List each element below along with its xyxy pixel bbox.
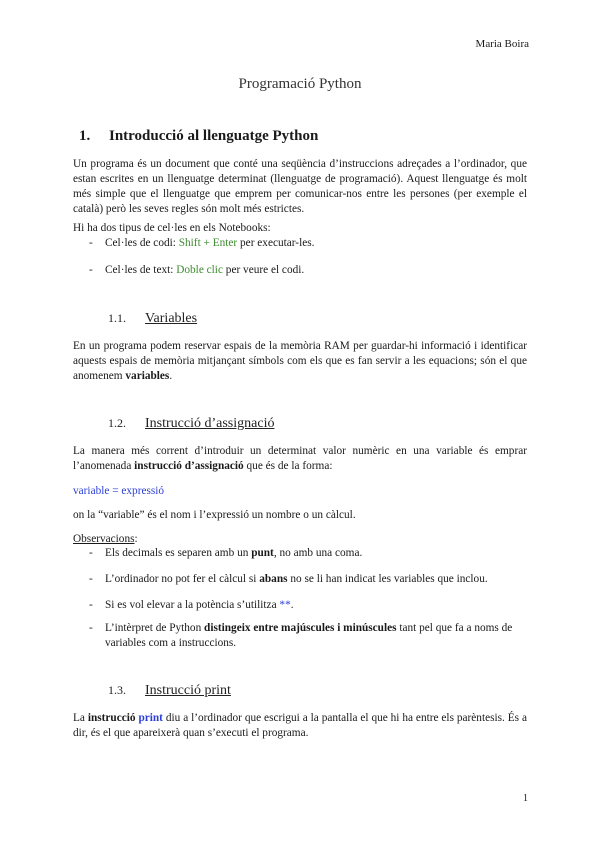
list-dash: -: [89, 547, 93, 559]
assignment-term: instrucció d’assignació: [134, 460, 244, 472]
power-operator: **: [279, 599, 291, 611]
shortcut-highlight: Shift + Enter: [178, 237, 238, 249]
section-1-paragraph: Un programa és un document que conté una seqüència d’instruccions adreçades a l’ordinador, que estan escrites en un llenguatge determinat (llenguatge de programació). Aquest llenguatge és molt més simple que el llenguatge que emprem per comunicar-nos entre les persones (per exemple el català) però les seves regles són molt més estrictes.: [73, 158, 527, 215]
list-item-text-cells: - Cel·les de text: Doble clic per veure el codi.: [89, 264, 305, 276]
assignment-explanation: on la “variable” és el nom i l’expressió un nombre o un càlcul.: [73, 509, 356, 521]
section-1-3-title: Instrucció print: [145, 683, 231, 698]
assignment-code-example: variable = expressió: [73, 485, 165, 497]
observation-item: - L’ordinador no pot fer el càlcul si abans no se li han indicat les variables que inclou.: [89, 573, 488, 585]
section-1-1-number: 1.1.: [108, 311, 126, 325]
section-1-heading: [79, 128, 318, 145]
section-1-2-title: Instrucció d’assignació: [145, 416, 275, 431]
observation-item: - Si es vol elevar a la potència s’utilitza **.: [89, 599, 294, 611]
section-1-1-title: Variables: [145, 311, 198, 326]
section-1-number: 1.: [79, 128, 91, 144]
section-1-3-heading: [108, 683, 231, 699]
cells-intro: Hi ha dos tipus de cel·les en els Notebooks:: [73, 222, 271, 234]
observation-item: - Els decimals es separen amb un punt, no amb una coma.: [89, 547, 363, 559]
observation-item: - L’intèrpret de Python distingeix entre majúscules i minúscules tant pel que fa a noms de variables com a instruccions.: [89, 622, 513, 649]
list-dash: -: [89, 599, 93, 611]
list-dash: -: [89, 264, 93, 276]
print-keyword: print: [138, 712, 163, 724]
section-1-2-paragraph: La manera més corrent d’introduir un determinat valor numèric en una variable és emprar l’anomenada instrucció d’assignació que és de la forma:: [73, 445, 527, 472]
list-dash: -: [89, 622, 93, 634]
list-dash: -: [89, 237, 93, 249]
shortcut-highlight: Doble clic: [176, 264, 223, 276]
section-1-3-number: 1.3.: [108, 683, 126, 697]
document-title: Programació Python: [238, 76, 362, 92]
section-1-1-paragraph: En un programa podem reservar espais de la memòria RAM per guardar-hi informació i identificar aquests espais de memòria mitjançant símbols com els que es fan servir a les equacions; són el que anomenem variables.: [73, 340, 527, 382]
page-number: 1: [523, 793, 528, 804]
observations-label: Observacions:: [73, 533, 138, 545]
section-1-2-number: 1.2.: [108, 416, 126, 430]
list-dash: -: [89, 573, 93, 585]
section-1-1-heading: [108, 311, 197, 327]
section-1-title: Introducció al llenguatge Python: [109, 128, 319, 144]
section-1-2-heading: [108, 416, 274, 432]
header-author: Maria Boira: [475, 38, 529, 50]
variables-term: variables: [125, 370, 170, 382]
section-1-3-paragraph: La instrucció print diu a l’ordinador que escrigui a la pantalla el que hi ha entre els parèntesis. És a dir, és el que apareixerà quan s’executi el programa.: [73, 712, 527, 739]
list-item-code-cells: - Cel·les de codi: Shift + Enter per executar-les.: [89, 237, 315, 249]
